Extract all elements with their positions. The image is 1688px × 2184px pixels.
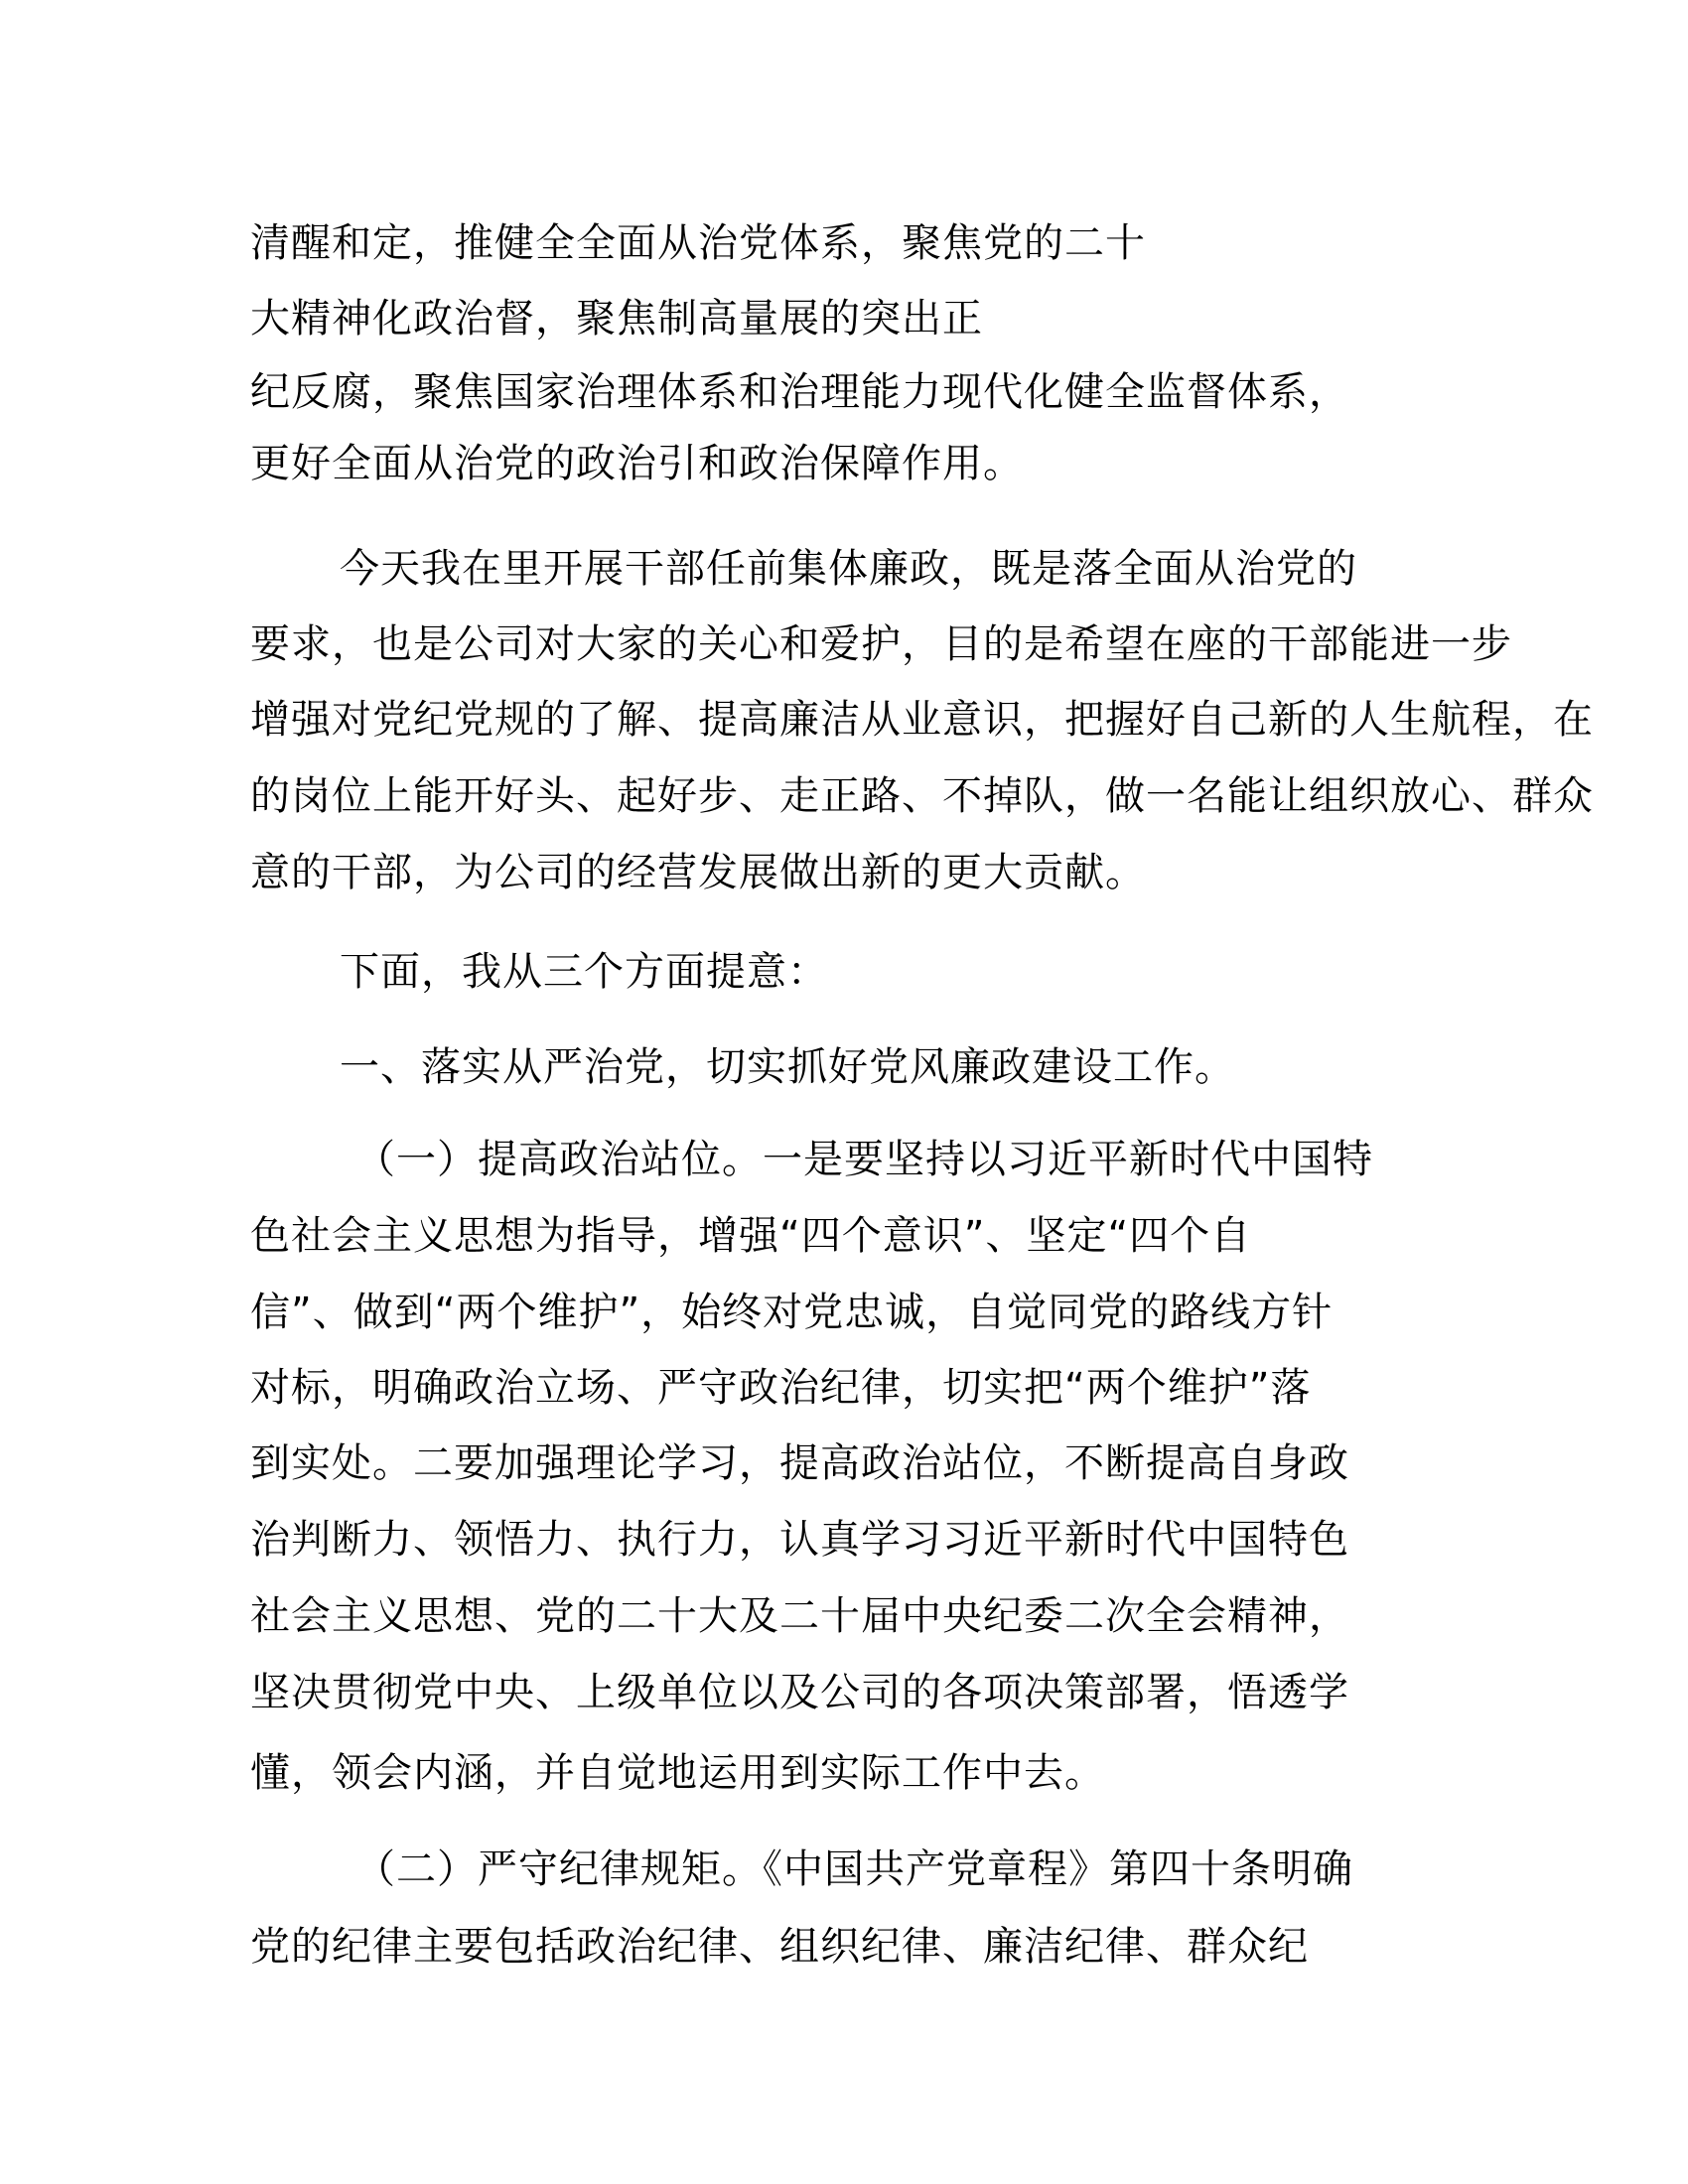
paragraph-2-line-4: 的岗位上能开好头、起好步、走正路、不掉队，做一名能让组织放心、群众 bbox=[250, 773, 1594, 819]
paragraph-2-line-5: 意的干部，为公司的经营发展做出新的更大贡献。 bbox=[250, 850, 1146, 895]
paragraph-1-line-1: 清醒和定，推健全全面从治党体系，聚焦党的二十 bbox=[250, 220, 1146, 266]
paragraph-4-line-2: 色社会主义思想为指导，增强“四个意识”、坚定“四个自 bbox=[250, 1213, 1252, 1259]
paragraph-2-line-1: 今天我在里开展干部任前集体廉政，既是落全面从治党的 bbox=[340, 546, 1357, 592]
paragraph-4-line-8: 坚决贯彻党中央、上级单位以及公司的各项决策部署，悟透学 bbox=[250, 1670, 1349, 1715]
section-heading-1: 一、落实从严治党，切实抓好党风廉政建设工作。 bbox=[340, 1044, 1235, 1090]
paragraph-4-line-1: （一）提高政治站位。一是要坚持以习近平新时代中国特 bbox=[355, 1137, 1373, 1182]
paragraph-3-line-1: 下面，我从三个方面提意： bbox=[340, 949, 828, 995]
paragraph-1-line-2: 大精神化政治督，聚焦制高量展的突出正 bbox=[250, 296, 983, 341]
paragraph-1-line-4: 更好全面从治党的政治引和政治保障作用。 bbox=[250, 441, 1024, 486]
paragraph-4-line-3: 信”、做到“两个维护”，始终对党忠诚，自觉同党的路线方针 bbox=[250, 1290, 1334, 1335]
paragraph-2-line-3: 增强对党纪党规的了解、提高廉洁从业意识，把握好自己新的人生航程，在 bbox=[250, 697, 1594, 743]
paragraph-5-line-2: 党的纪律主要包括政治纪律、组织纪律、廉洁纪律、群众纪 bbox=[250, 1924, 1309, 1970]
paragraph-2-line-2: 要求，也是公司对大家的关心和爱护，目的是希望在座的干部能进一步 bbox=[250, 621, 1512, 667]
paragraph-5-line-1: （二）严守纪律规矩。《中国共产党章程》第四十条明确 bbox=[355, 1846, 1353, 1892]
paragraph-1-line-3: 纪反腐，聚焦国家治理体系和治理能力现代化健全监督体系， bbox=[250, 369, 1349, 415]
paragraph-4-line-9: 懂，领会内涵，并自觉地运用到实际工作中去。 bbox=[250, 1750, 1105, 1796]
paragraph-4-line-7: 社会主义思想、党的二十大及二十届中央纪委二次全会精神， bbox=[250, 1593, 1349, 1639]
paragraph-4-line-6: 治判断力、领悟力、执行力，认真学习习近平新时代中国特色 bbox=[250, 1517, 1349, 1563]
paragraph-4-line-4: 对标，明确政治立场、严守政治纪律，切实把“两个维护”落 bbox=[250, 1365, 1312, 1411]
paragraph-4-line-5: 到实处。二要加强理论学习，提高政治站位，不断提高自身政 bbox=[250, 1440, 1349, 1486]
